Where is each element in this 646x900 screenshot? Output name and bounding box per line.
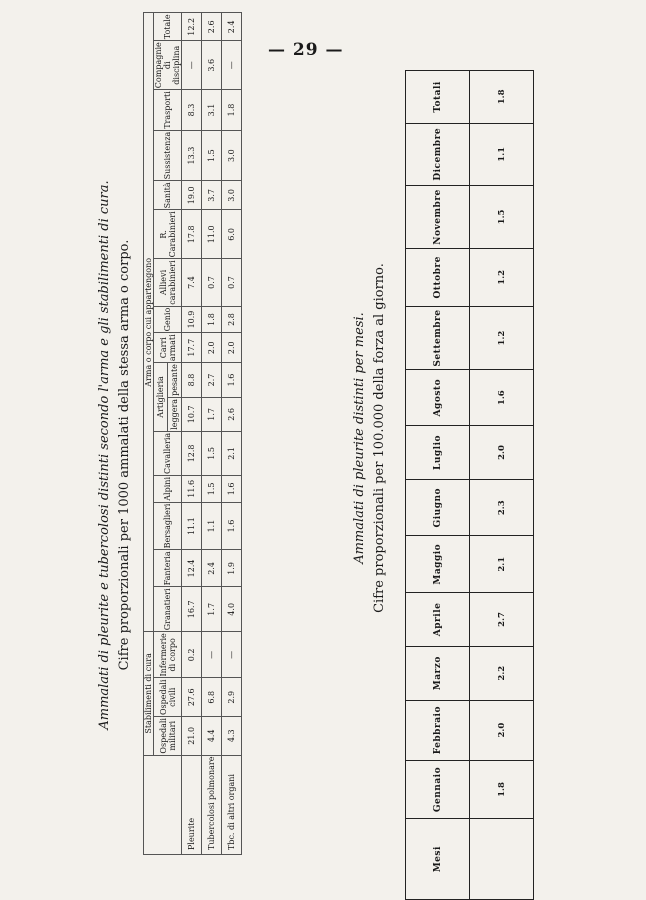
page-number: — 29 —	[268, 40, 344, 60]
cell: 2.7	[470, 593, 534, 647]
cell: 1.1	[202, 502, 222, 550]
col-header: Bersaglieri	[154, 502, 182, 550]
cell: 10.7	[182, 397, 202, 431]
cell: 2.6	[202, 13, 222, 41]
group-artiglieria: Artiglieria	[154, 363, 168, 432]
section1-title: Ammalati di pleurite e tubercolosi distinti secondo l'arma e gli stabilimenti di cura.	[97, 180, 112, 730]
cell: —	[222, 632, 242, 678]
cell: 2.1	[222, 431, 242, 475]
month-header: Giugno	[406, 480, 470, 536]
cell: 1.5	[202, 475, 222, 502]
col-header: Granatieri	[154, 587, 182, 632]
cell: 11.6	[182, 475, 202, 502]
month-header: Agosto	[406, 370, 470, 425]
table-row	[222, 13, 242, 855]
cell: 1.5	[470, 185, 534, 248]
col-header: Compagnie di disciplina	[154, 42, 181, 89]
cell: 2.0	[202, 333, 222, 363]
cell: 1.9	[222, 550, 242, 587]
cell: 2.4	[202, 550, 222, 587]
month-header: Totali	[406, 71, 470, 124]
cell: 6.8	[202, 678, 222, 717]
cell: 1.5	[202, 130, 222, 181]
col-header: Carri armati	[154, 333, 182, 363]
col-header: Ospedali militari	[154, 717, 182, 756]
cell: 12.8	[182, 431, 202, 475]
cell: 1.6	[222, 502, 242, 550]
cell: 2.7	[202, 363, 222, 398]
cell: 17.7	[182, 333, 202, 363]
col-header: pesante	[168, 363, 182, 398]
cell: 3.0	[222, 181, 242, 210]
cell: 3.1	[202, 90, 222, 131]
group-stabilimenti: Stabilimenti di cura	[144, 632, 154, 755]
row-label: Pleurite	[182, 755, 202, 854]
mesi-header: Mesi	[406, 819, 470, 900]
cell: 11.1	[182, 502, 202, 550]
section1-subtitle: Cifre proporzionali per 1000 ammalati della stessa arma o corpo.	[117, 239, 132, 671]
cell: 1.6	[222, 363, 242, 398]
month-header: Luglio	[406, 425, 470, 479]
month-header: Novembre	[406, 185, 470, 248]
months-table-block	[405, 70, 530, 900]
month-header: Aprile	[406, 593, 470, 647]
cell: 2.2	[470, 646, 534, 700]
col-header: Fanteria	[154, 550, 182, 587]
month-header: Marzo	[406, 646, 470, 700]
corner-cell	[144, 755, 182, 854]
months-caption-block	[350, 38, 410, 838]
col-header: Allievi carabinieri	[154, 259, 182, 306]
cell: 1.6	[222, 475, 242, 502]
cell: 27.6	[182, 678, 202, 717]
cell: 1.8	[222, 90, 242, 131]
col-header: Trasporti	[154, 90, 182, 131]
cell: 10.9	[182, 306, 202, 333]
month-header: Febbraio	[406, 700, 470, 760]
cell: 16.7	[182, 587, 202, 632]
cell: —	[182, 41, 202, 90]
cell: —	[202, 632, 222, 678]
col-header: Alpini	[154, 475, 182, 502]
cell: 8.8	[182, 363, 202, 398]
cell: 3.7	[202, 181, 222, 210]
cell: 19.0	[182, 181, 202, 210]
cell: 2.9	[222, 678, 242, 717]
month-header: Gennaio	[406, 760, 470, 819]
cell: 2.6	[222, 397, 242, 431]
cell: 1.2	[470, 306, 534, 370]
table-arma-block	[95, 14, 310, 855]
cell: 1.8	[470, 760, 534, 819]
cell: 12.2	[182, 13, 202, 41]
month-header: Dicembre	[406, 123, 470, 185]
section2-title: Ammalati di pleurite distinti per mesi.	[352, 312, 367, 564]
cell: 2.8	[222, 306, 242, 333]
cell: 2.4	[222, 13, 242, 41]
months-table	[405, 70, 534, 900]
cell: 8.3	[182, 90, 202, 131]
month-header: Settembre	[406, 306, 470, 370]
col-header: leggera	[168, 397, 182, 431]
col-header: Ospedali civili	[154, 678, 182, 717]
col-header: Sussistenza	[154, 130, 182, 181]
col-header: Cavalleria	[154, 431, 182, 475]
cell: 11.0	[202, 210, 222, 259]
col-header: R. Carabinieri	[154, 210, 182, 259]
cell: 6.0	[222, 210, 242, 259]
col-header: Infermerie di corpo	[154, 632, 182, 678]
cell: 3.0	[222, 130, 242, 181]
cell: 1.2	[470, 249, 534, 307]
cell: 0.7	[222, 259, 242, 306]
table-row	[406, 71, 470, 900]
cell: 1.6	[470, 370, 534, 425]
cell: 4.4	[202, 717, 222, 756]
cell: 1.7	[202, 397, 222, 431]
cell: 1.8	[470, 71, 534, 124]
cell: —	[222, 41, 242, 90]
month-header: Maggio	[406, 536, 470, 593]
arma-table	[143, 12, 242, 855]
cell: 13.3	[182, 130, 202, 181]
cell: 2.3	[470, 480, 534, 536]
row-label: Tubercolosi polmonare	[202, 755, 222, 854]
cell: 2.0	[470, 700, 534, 760]
cell: 2.0	[470, 425, 534, 479]
col-header: Sanità	[154, 181, 182, 210]
section2-subtitle: Cifre proporzionali per 100.000 della forza al giorno.	[372, 263, 387, 613]
cell: 7.4	[182, 259, 202, 306]
cell: 12.4	[182, 550, 202, 587]
cell: 1.5	[202, 431, 222, 475]
col-header: Genio	[154, 306, 182, 333]
table-row	[182, 13, 202, 855]
cell: 2.0	[222, 333, 242, 363]
cell: 1.1	[470, 123, 534, 185]
cell: 1.7	[202, 587, 222, 632]
cell: 21.0	[182, 717, 202, 756]
cell: 0.7	[202, 259, 222, 306]
cell: 0.2	[182, 632, 202, 678]
table-row	[470, 71, 534, 900]
cell: 4.3	[222, 717, 242, 756]
group-arma: Arma o corpo cui appartengono	[144, 13, 154, 632]
cell: 1.8	[202, 306, 222, 333]
cell: 2.1	[470, 536, 534, 593]
table-row	[202, 13, 222, 855]
cell: 3.6	[202, 41, 222, 90]
cell: 17.8	[182, 210, 202, 259]
row-label	[470, 819, 534, 900]
month-header: Ottobre	[406, 249, 470, 307]
cell: 4.0	[222, 587, 242, 632]
row-label: Tbc. di altri organi	[222, 755, 242, 854]
col-header: Totale	[154, 13, 182, 41]
